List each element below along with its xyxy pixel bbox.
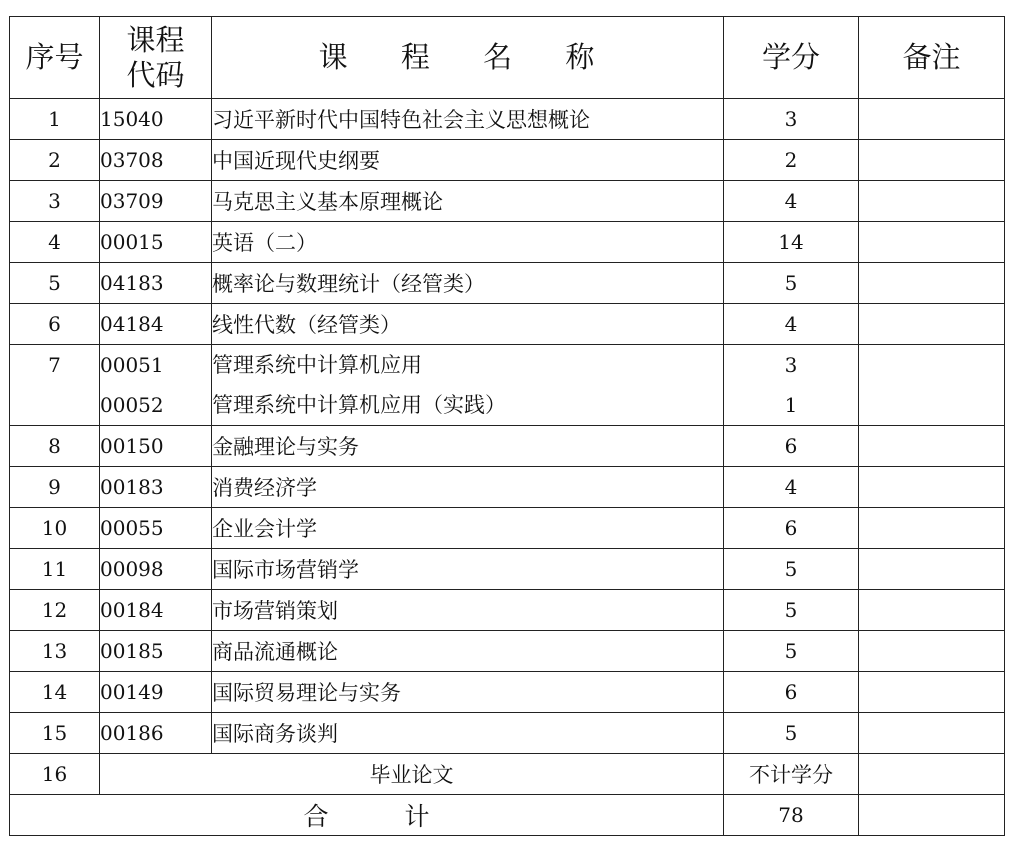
row-code: 03708 <box>100 140 212 181</box>
row-credit: 4 <box>724 467 859 508</box>
row-credit: 5 <box>724 590 859 631</box>
row-credit-line: 3 <box>784 353 798 377</box>
row-code: 00185 <box>100 631 212 672</box>
row-no: 8 <box>10 426 100 467</box>
row-note <box>859 426 1005 467</box>
row-note <box>859 263 1005 304</box>
row-name: 市场营销策划 <box>212 590 724 631</box>
header-row <box>10 17 1005 99</box>
row-name: 中国近现代史纲要 <box>212 140 724 181</box>
table-row <box>10 263 1005 304</box>
row-code: 04184 <box>100 304 212 345</box>
table-row <box>10 467 1005 508</box>
row-code: 00098 <box>100 549 212 590</box>
row-credit: 5 <box>724 263 859 304</box>
row-code: 00055 <box>100 508 212 549</box>
row-credit: 14 <box>724 222 859 263</box>
row-note <box>859 181 1005 222</box>
row-credit: 4 <box>724 181 859 222</box>
row-note <box>859 467 1005 508</box>
header-no: 序号 <box>10 17 100 99</box>
row-credit: 3 <box>724 99 859 140</box>
row-no-line: 7 <box>48 353 61 377</box>
row-no: 3 <box>10 181 100 222</box>
table-row <box>10 140 1005 181</box>
row-no: 11 <box>10 549 100 590</box>
row-name: 国际市场营销学 <box>212 549 724 590</box>
header-code-line1: 课程 <box>126 22 185 57</box>
row-name: 英语（二） <box>212 222 724 263</box>
row-name: 概率论与数理统计（经管类） <box>212 263 724 304</box>
thesis-credit: 不计学分 <box>724 754 859 795</box>
row-note <box>859 99 1005 140</box>
header-name: 课 程 名 称 <box>212 17 724 99</box>
row-name: 马克思主义基本原理概论 <box>212 181 724 222</box>
row-code-line: 00051 <box>100 353 164 377</box>
total-label: 合 计 <box>10 795 724 836</box>
table-row <box>10 304 1005 345</box>
course-table <box>9 16 1005 836</box>
row-no: 10 <box>10 508 100 549</box>
row-note <box>859 304 1005 345</box>
row-credit: 6 <box>724 426 859 467</box>
row-note <box>859 549 1005 590</box>
row-no: 4 <box>10 222 100 263</box>
row-sub-credit-line: 1 <box>784 393 798 417</box>
row-no-line-empty <box>10 385 99 425</box>
row-note <box>859 590 1005 631</box>
thesis-no: 16 <box>10 754 100 795</box>
row-name: 习近平新时代中国特色社会主义思想概论 <box>212 99 724 140</box>
row-no: 5 <box>10 263 100 304</box>
row-code: 00184 <box>100 590 212 631</box>
row-credit: 6 <box>724 672 859 713</box>
row-code: 00183 <box>100 467 212 508</box>
row-credit <box>724 345 859 426</box>
row-note <box>859 508 1005 549</box>
row-name: 金融理论与实务 <box>212 426 724 467</box>
row-sub-code-line: 00052 <box>100 393 164 417</box>
row-sub-name-line: 管理系统中计算机应用（实践） <box>212 393 506 417</box>
row-note <box>859 713 1005 754</box>
row-name: 消费经济学 <box>212 467 724 508</box>
total-note <box>859 795 1005 836</box>
table-row <box>10 508 1005 549</box>
table-row <box>10 426 1005 467</box>
row-credit: 5 <box>724 549 859 590</box>
row-code: 00186 <box>100 713 212 754</box>
row-code: 15040 <box>100 99 212 140</box>
row-no: 6 <box>10 304 100 345</box>
row-note <box>859 631 1005 672</box>
row-note <box>859 222 1005 263</box>
row-code: 00015 <box>100 222 212 263</box>
header-code <box>100 17 212 99</box>
row-code: 03709 <box>100 181 212 222</box>
table-row <box>10 345 1005 426</box>
row-no: 2 <box>10 140 100 181</box>
row-code: 04183 <box>100 263 212 304</box>
row-credit: 5 <box>724 713 859 754</box>
table-row <box>10 590 1005 631</box>
table-row <box>10 181 1005 222</box>
row-note <box>859 345 1005 426</box>
row-no: 9 <box>10 467 100 508</box>
row-credit: 2 <box>724 140 859 181</box>
table-row <box>10 222 1005 263</box>
row-no: 13 <box>10 631 100 672</box>
row-credit: 4 <box>724 304 859 345</box>
row-name: 线性代数（经管类） <box>212 304 724 345</box>
header-note: 备注 <box>859 17 1005 99</box>
row-code: 00149 <box>100 672 212 713</box>
row-no: 12 <box>10 590 100 631</box>
total-credit: 78 <box>724 795 859 836</box>
row-name: 商品流通概论 <box>212 631 724 672</box>
table-row <box>10 631 1005 672</box>
total-row <box>10 795 1005 836</box>
table-row <box>10 99 1005 140</box>
row-credit: 6 <box>724 508 859 549</box>
thesis-name: 毕业论文 <box>100 754 724 795</box>
row-no: 14 <box>10 672 100 713</box>
row-credit: 5 <box>724 631 859 672</box>
row-name: 国际商务谈判 <box>212 713 724 754</box>
row-note <box>859 140 1005 181</box>
thesis-row <box>10 754 1005 795</box>
row-name: 国际贸易理论与实务 <box>212 672 724 713</box>
row-no: 15 <box>10 713 100 754</box>
header-code-line2: 代码 <box>126 57 185 92</box>
header-credit: 学分 <box>724 17 859 99</box>
table-row <box>10 549 1005 590</box>
row-name: 企业会计学 <box>212 508 724 549</box>
row-name <box>212 345 724 426</box>
row-code: 00150 <box>100 426 212 467</box>
table-row <box>10 713 1005 754</box>
row-no <box>10 345 100 426</box>
row-code <box>100 345 212 426</box>
thesis-note <box>859 754 1005 795</box>
row-note <box>859 672 1005 713</box>
table-row <box>10 672 1005 713</box>
row-name-line: 管理系统中计算机应用 <box>212 353 422 377</box>
row-no: 1 <box>10 99 100 140</box>
